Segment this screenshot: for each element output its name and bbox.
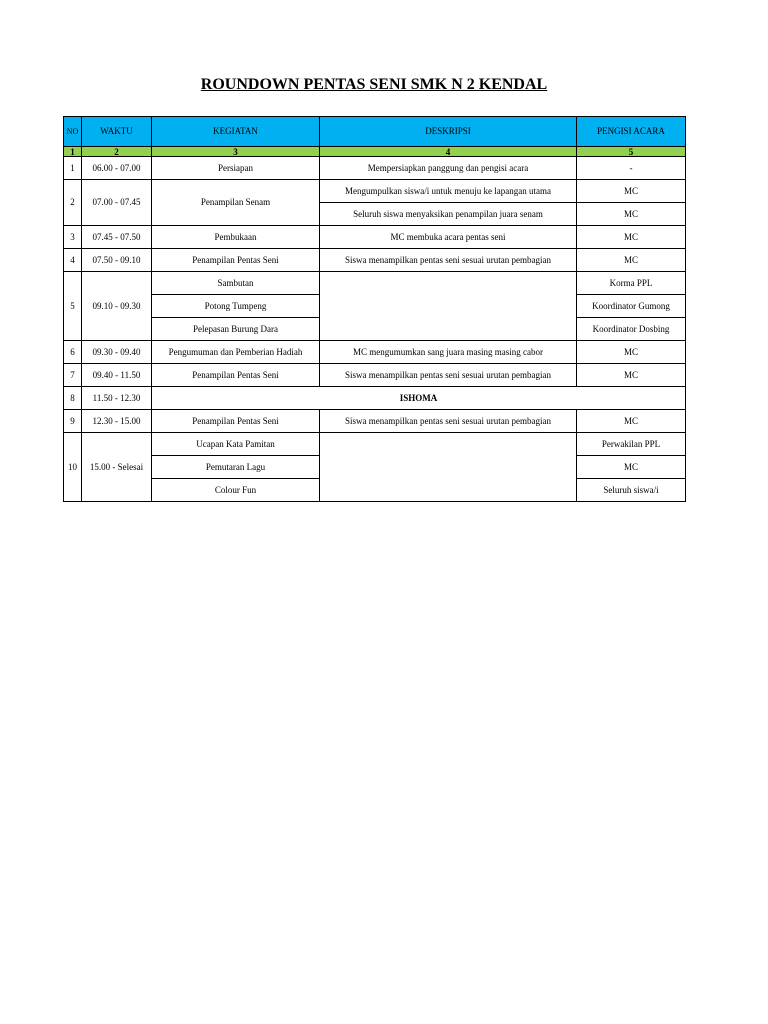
no-cell: 9 bbox=[64, 410, 82, 433]
index-cell: 5 bbox=[577, 147, 686, 157]
page-title-text: ROUNDOWN PENTAS SENI SMK N 2 KENDAL bbox=[200, 76, 548, 93]
no-cell: 7 bbox=[64, 364, 82, 387]
pengisi-cell: Korma PPL bbox=[577, 272, 686, 295]
table-row bbox=[64, 341, 686, 364]
pengisi-cell: Koordinator Gumong bbox=[577, 295, 686, 318]
waktu-cell: 07.00 - 07.45 bbox=[82, 180, 152, 226]
ishoma-cell: ISHOMA bbox=[152, 387, 686, 410]
header-kegiatan: KEGIATAN bbox=[152, 117, 320, 147]
pengisi-cell: - bbox=[577, 157, 686, 180]
pengisi-cell: Koordinator Dosbing bbox=[577, 318, 686, 341]
kegiatan-cell: Sambutan bbox=[152, 272, 320, 295]
pengisi-cell: MC bbox=[577, 203, 686, 226]
kegiatan-cell: Penampilan Pentas Seni bbox=[152, 249, 320, 272]
header-waktu: WAKTU bbox=[82, 117, 152, 147]
table-row bbox=[64, 433, 686, 456]
deskripsi-cell: Siswa menampilkan pentas seni sesuai urutan pembagian bbox=[320, 364, 577, 387]
waktu-cell: 11.50 - 12.30 bbox=[82, 387, 152, 410]
no-cell: 5 bbox=[64, 272, 82, 341]
deskripsi-cell: MC membuka acara pentas seni bbox=[320, 226, 577, 249]
table-row bbox=[64, 226, 686, 249]
kegiatan-cell: Penampilan Pentas Seni bbox=[152, 410, 320, 433]
table-row bbox=[64, 364, 686, 387]
index-cell: 2 bbox=[82, 147, 152, 157]
column-index-row bbox=[64, 147, 686, 157]
waktu-cell: 12.30 - 15.00 bbox=[82, 410, 152, 433]
index-cell: 3 bbox=[152, 147, 320, 157]
deskripsi-cell: Mengumpulkan siswa/i untuk menuju ke lapangan utama bbox=[320, 180, 577, 203]
kegiatan-cell: Persiapan bbox=[152, 157, 320, 180]
page-title bbox=[0, 76, 748, 94]
pengisi-cell: MC bbox=[577, 226, 686, 249]
pengisi-cell: MC bbox=[577, 410, 686, 433]
kegiatan-cell: Penampilan Senam bbox=[152, 180, 320, 226]
kegiatan-cell: Colour Fun bbox=[152, 479, 320, 502]
pengisi-cell: MC bbox=[577, 249, 686, 272]
pengisi-cell: Seluruh siswa/i bbox=[577, 479, 686, 502]
table-row bbox=[64, 410, 686, 433]
table-row bbox=[64, 272, 686, 295]
kegiatan-cell: Pemutaran Lagu bbox=[152, 456, 320, 479]
deskripsi-cell: Siswa menampilkan pentas seni sesuai urutan pembagian bbox=[320, 249, 577, 272]
kegiatan-cell: Pembukaan bbox=[152, 226, 320, 249]
kegiatan-cell: Pelepasan Burung Dara bbox=[152, 318, 320, 341]
no-cell: 1 bbox=[64, 157, 82, 180]
table-row bbox=[64, 249, 686, 272]
index-cell: 1 bbox=[64, 147, 82, 157]
no-cell: 10 bbox=[64, 433, 82, 502]
table-row bbox=[64, 157, 686, 180]
waktu-cell: 09.40 - 11.50 bbox=[82, 364, 152, 387]
deskripsi-cell: Siswa menampilkan pentas seni sesuai urutan pembagian bbox=[320, 410, 577, 433]
no-cell: 8 bbox=[64, 387, 82, 410]
kegiatan-cell: Penampilan Pentas Seni bbox=[152, 364, 320, 387]
header-no: NO bbox=[64, 117, 82, 147]
waktu-cell: 09.30 - 09.40 bbox=[82, 341, 152, 364]
pengisi-cell: MC bbox=[577, 341, 686, 364]
table-row bbox=[64, 387, 686, 410]
no-cell: 2 bbox=[64, 180, 82, 226]
table-row bbox=[64, 180, 686, 203]
deskripsi-cell bbox=[320, 433, 577, 502]
no-cell: 3 bbox=[64, 226, 82, 249]
kegiatan-cell: Pengumuman dan Pemberian Hadiah bbox=[152, 341, 320, 364]
pengisi-cell: Perwakilan PPL bbox=[577, 433, 686, 456]
waktu-cell: 15.00 - Selesai bbox=[82, 433, 152, 502]
waktu-cell: 07.45 - 07.50 bbox=[82, 226, 152, 249]
no-cell: 6 bbox=[64, 341, 82, 364]
waktu-cell: 09.10 - 09.30 bbox=[82, 272, 152, 341]
deskripsi-cell: Mempersiapkan panggung dan pengisi acara bbox=[320, 157, 577, 180]
no-cell: 4 bbox=[64, 249, 82, 272]
rundown-table bbox=[63, 116, 686, 502]
deskripsi-cell bbox=[320, 272, 577, 341]
kegiatan-cell: Ucapan Kata Pamitan bbox=[152, 433, 320, 456]
deskripsi-cell: Seluruh siswa menyaksikan penampilan juara senam bbox=[320, 203, 577, 226]
header-row bbox=[64, 117, 686, 147]
kegiatan-cell: Potong Tumpeng bbox=[152, 295, 320, 318]
header-deskripsi: DESKRIPSI bbox=[320, 117, 577, 147]
pengisi-cell: MC bbox=[577, 180, 686, 203]
waktu-cell: 06.00 - 07.00 bbox=[82, 157, 152, 180]
header-pengisi-acara: PENGISI ACARA bbox=[577, 117, 686, 147]
index-cell: 4 bbox=[320, 147, 577, 157]
pengisi-cell: MC bbox=[577, 364, 686, 387]
deskripsi-cell: MC mengumumkan sang juara masing masing cabor bbox=[320, 341, 577, 364]
waktu-cell: 07.50 - 09.10 bbox=[82, 249, 152, 272]
pengisi-cell: MC bbox=[577, 456, 686, 479]
